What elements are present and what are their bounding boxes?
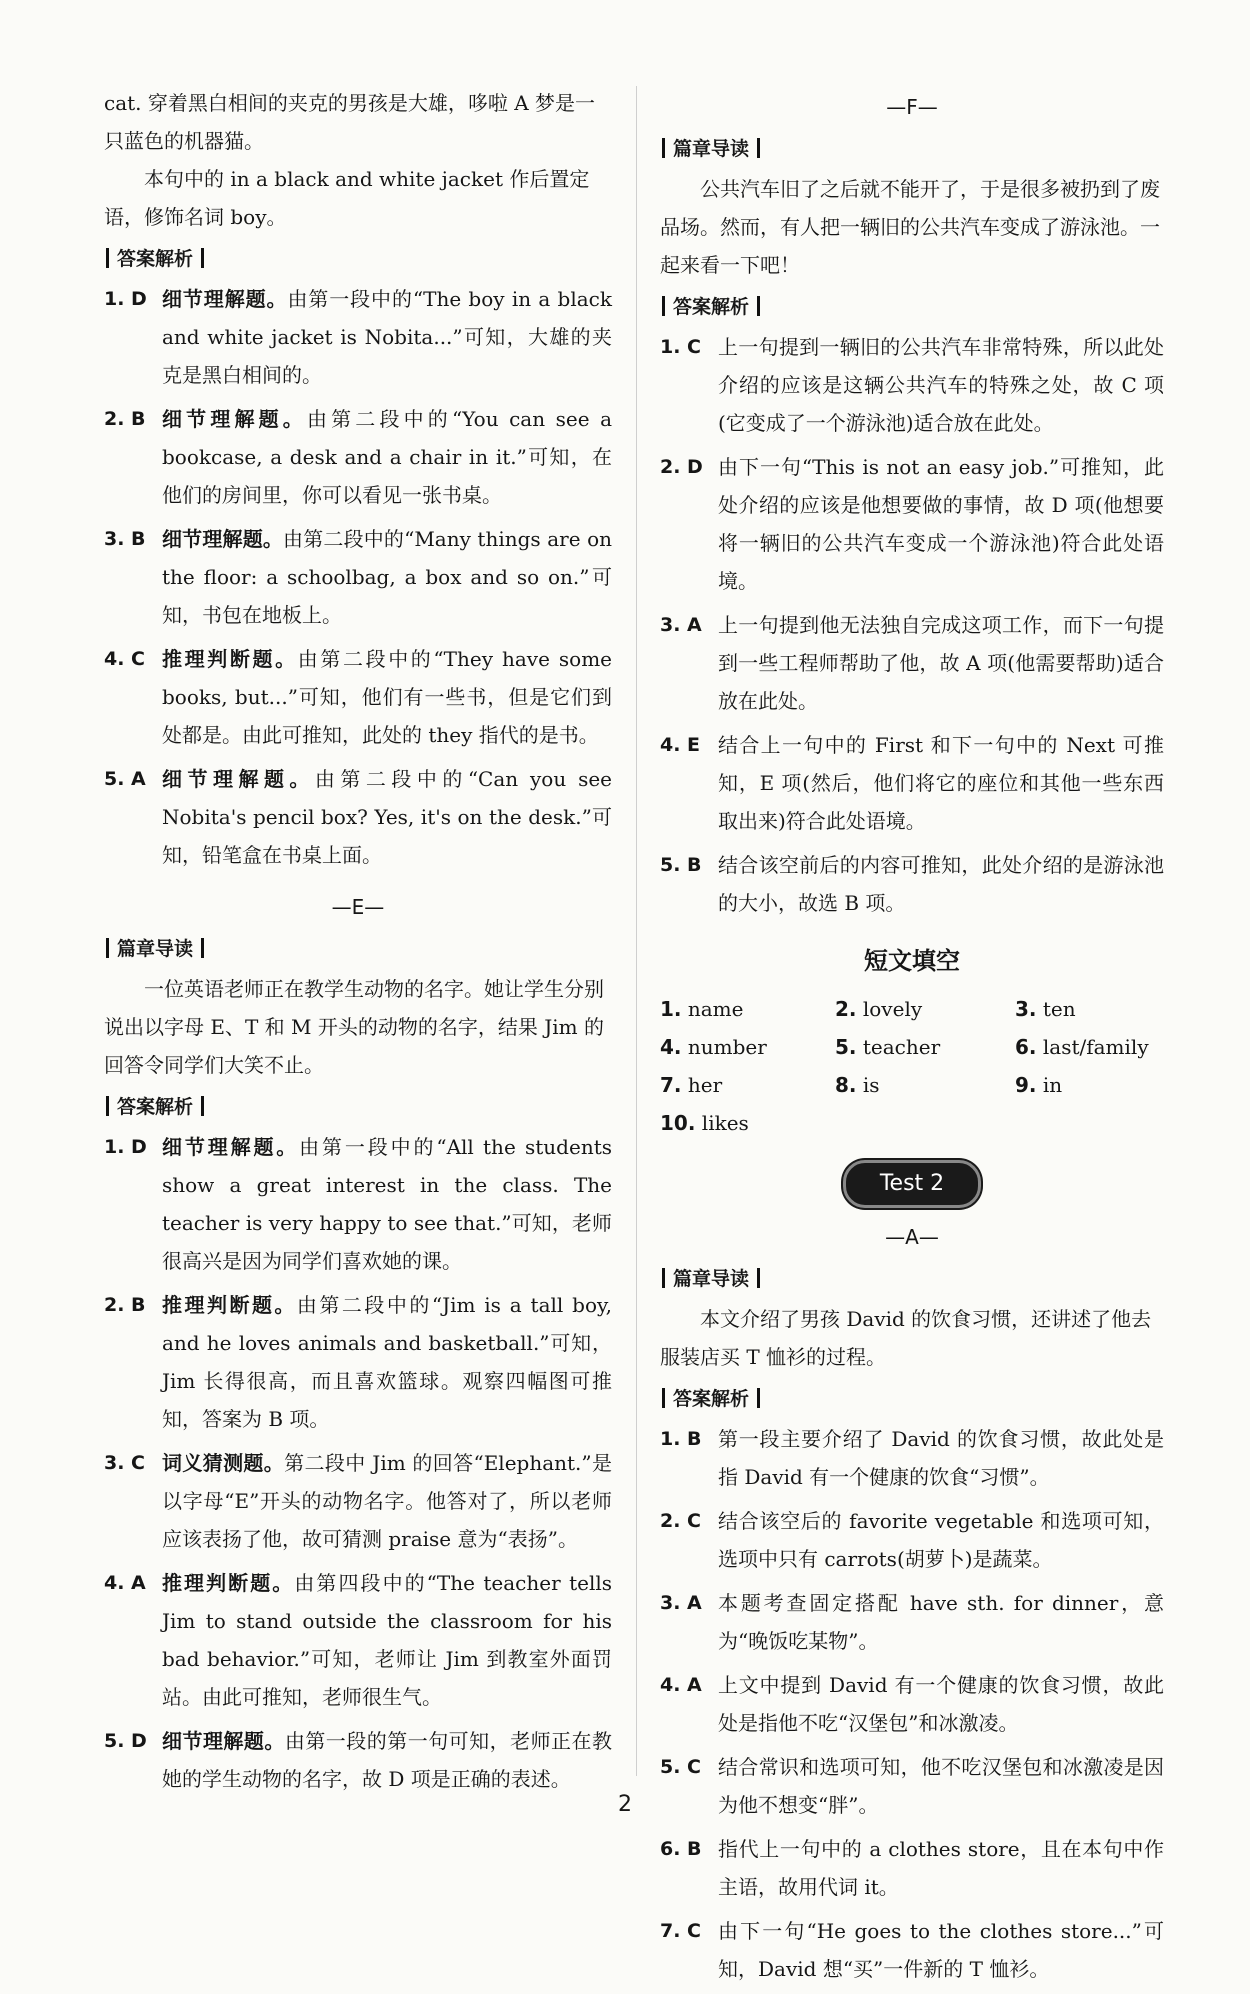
page-number: 2 <box>618 1792 632 1817</box>
fill-blank-item <box>660 1066 835 1104</box>
answer-label: 2. C <box>660 1510 701 1532</box>
fill-blank-word: her <box>681 1073 723 1097</box>
answer-label: 2. B <box>104 408 146 430</box>
guide-text-e: 一位英语老师正在教学生动物的名字。她让学生分别说出以字母 E、T 和 M 开头的动物的名字，结果 Jim 的回答令同学们大笑不止。 <box>104 977 604 1077</box>
fill-blank-word: last/family <box>1036 1035 1149 1059</box>
fill-blank-word: teacher <box>856 1035 941 1059</box>
answer-item <box>660 1666 1164 1742</box>
answer-label: 1. C <box>660 336 701 358</box>
question-type: 推理判断题。 <box>162 1293 297 1317</box>
answers-header-a: 答案解析 <box>660 1380 1164 1418</box>
answer-label: 4. C <box>104 648 145 670</box>
fill-blank-item <box>660 1028 835 1066</box>
fill-blank-word: lovely <box>856 997 923 1021</box>
explanation-text: 结合该空前后的内容可推知，此处介绍的是游泳池的大小，故选 B 项。 <box>718 853 1164 915</box>
answer-explanation <box>162 280 612 394</box>
explanation-text: 结合常识和选项可知，他不吃汉堡包和冰激凌是因为他不想变“胖”。 <box>718 1755 1164 1817</box>
fill-blank-word: name <box>681 997 744 1021</box>
guide-header-f: 篇章导读 <box>660 130 1164 168</box>
answer-explanation <box>718 1748 1164 1824</box>
explanation-text: 上一句提到一辆旧的公共汽车非常特殊，所以此处介绍的应该是这辆公共汽车的特殊之处，故 C 项(它变成了一个游泳池)适合放在此处。 <box>718 335 1164 435</box>
right-column <box>660 84 1164 1994</box>
explanation-text: 由第一段中的“All the students show a great interest in the class. The teacher is very happy to see that.”可知，老师很高兴是因为同学们喜欢她的课。 <box>162 1135 612 1273</box>
fill-blank-number: 4. <box>660 1035 682 1059</box>
answer-label: 1. B <box>660 1428 702 1450</box>
guide-text-f: 公共汽车旧了之后就不能开了，于是很多被扔到了废品场。然而，有人把一辆旧的公共汽车变成了游泳池。一起来看一下吧！ <box>660 177 1160 277</box>
answer-explanation <box>718 1420 1164 1496</box>
explanation-text: 第一段主要介绍了 David 的饮食习惯，故此处是指 David 有一个健康的饮食“习惯”。 <box>718 1427 1164 1489</box>
fill-blank-item <box>835 990 1015 1028</box>
answer-list-f <box>660 328 1164 922</box>
fill-blank-number: 9. <box>1015 1073 1037 1097</box>
explanation-text: 由下一句“This is not an easy job.”可推知，此处介绍的应该是他想要做的事情，故 D 项(他想要将一辆旧的公共汽车变成一个游泳池)符合此处语境。 <box>718 455 1164 593</box>
answer-item <box>104 760 612 874</box>
fill-blank-number: 3. <box>1015 997 1037 1021</box>
answer-item <box>660 846 1164 922</box>
answer-label: 5. A <box>104 768 146 790</box>
answer-list-d <box>104 280 612 874</box>
answer-explanation <box>162 1564 612 1716</box>
answer-list-e <box>104 1128 612 1798</box>
fill-blank-item <box>835 1066 1015 1104</box>
fill-blank-item <box>1015 990 1165 1028</box>
answer-label: 5. D <box>104 1730 147 1752</box>
explanation-text: 由第一段中的“The boy in a black and white jacket is Nobita...”可知，大雄的夹克是黑白相间的。 <box>162 287 612 387</box>
answer-explanation <box>162 400 612 514</box>
answer-explanation <box>718 1584 1164 1660</box>
answer-item <box>660 1420 1164 1496</box>
fill-blank-word: ten <box>1036 997 1076 1021</box>
question-type: 细节理解题。 <box>162 287 288 311</box>
explanation-text: 由第二段中的“Jim is a tall boy, and he loves animals and basketball.”可知，Jim 长得很高，而且喜欢篮球。观察四幅图可推知，答案为 B 项。 <box>162 1293 612 1431</box>
grammar-note: 本句中的 in a black and white jacket 作后置定语，修饰名词 boy。 <box>104 167 590 229</box>
explanation-text: 上一句提到他无法独自完成这项工作，而下一句提到一些工程师帮助了他，故 A 项(他需要帮助)适合放在此处。 <box>718 613 1164 713</box>
test-badge: Test 2 <box>843 1160 981 1208</box>
answers-header-f: 答案解析 <box>660 288 1164 326</box>
answer-item <box>104 1564 612 1716</box>
answer-item <box>104 1128 612 1280</box>
explanation-text: 第二段中 Jim 的回答“Elephant.”是以字母“E”开头的动物名字。他答对了，所以老师应该表扬了他，故可猜测 praise 意为“表扬”。 <box>162 1451 612 1551</box>
question-type: 细节理解题。 <box>162 1729 285 1753</box>
answer-explanation <box>162 1128 612 1280</box>
fill-blank-word: is <box>856 1073 880 1097</box>
answer-label: 3. A <box>660 614 702 636</box>
answer-explanation <box>162 760 612 874</box>
answer-explanation <box>718 1502 1164 1578</box>
answer-explanation <box>718 328 1164 442</box>
answer-explanation <box>718 846 1164 922</box>
answer-explanation <box>162 1722 612 1798</box>
answer-label: 6. B <box>660 1838 702 1860</box>
fill-blank-number: 2. <box>835 997 857 1021</box>
explanation-text: 由第二段中的“Many things are on the floor: a schoolbag, a box and so on.”可知，书包在地板上。 <box>162 527 612 627</box>
answer-label: 1. D <box>104 288 147 310</box>
explanation-text: 由第二段中的“They have some books, but...”可知，他们有一些书，但是它们到处都是。由此可推知，此处的 they 指代的是书。 <box>162 647 613 747</box>
question-type: 推理判断题。 <box>162 647 298 671</box>
guide-text-a: 本文介绍了男孩 David 的饮食习惯，还讲述了他去服装店买 T 恤衫的过程。 <box>660 1307 1152 1369</box>
answer-item <box>104 400 612 514</box>
answer-item <box>104 520 612 634</box>
fill-blank-word: number <box>681 1035 767 1059</box>
question-type: 细节理解题。 <box>162 407 307 431</box>
guide-header-a: 篇章导读 <box>660 1260 1164 1298</box>
fill-blank-item <box>835 1028 1015 1066</box>
fill-blank-word: likes <box>695 1111 749 1135</box>
answer-item <box>104 1722 612 1798</box>
answer-explanation <box>718 448 1164 600</box>
answers-header-d: 答案解析 <box>104 240 612 278</box>
explanation-text: 上文中提到 David 有一个健康的饮食习惯，故此处是指他不吃“汉堡包”和冰激凌。 <box>718 1673 1164 1735</box>
answer-list-a <box>660 1420 1164 1988</box>
guide-header-e: 篇章导读 <box>104 930 612 968</box>
explanation-text: 由第一段的第一句可知，老师正在教她的学生动物的名字，故 D 项是正确的表述。 <box>162 1729 613 1791</box>
answer-label: 4. A <box>104 1572 146 1594</box>
explanation-text: 结合该空后的 favorite vegetable 和选项可知，选项中只有 carrots(胡萝卜)是蔬菜。 <box>718 1509 1164 1571</box>
intro-paragraph: cat. 穿着黑白相间的夹克的男孩是大雄，哆啦 A 梦是一只蓝色的机器猫。 <box>104 91 596 153</box>
answer-item <box>104 280 612 394</box>
answer-explanation <box>718 1912 1164 1988</box>
answer-label: 3. B <box>104 528 146 550</box>
answer-item <box>660 1912 1164 1988</box>
answer-label: 2. B <box>104 1294 146 1316</box>
answer-explanation <box>162 640 612 754</box>
explanation-text: 由第二段中的“Can you see Nobita's pencil box? Yes, it's on the desk.”可知，铅笔盒在书桌上面。 <box>162 767 613 867</box>
section-a-title: —A— <box>885 1225 939 1249</box>
answer-item <box>660 1584 1164 1660</box>
question-type: 细节理解题。 <box>162 527 284 551</box>
fill-blank-item <box>1015 1028 1165 1066</box>
section-f-title: —F— <box>886 95 938 119</box>
section-e-title: —E— <box>331 895 385 919</box>
fill-blank-word: in <box>1036 1073 1063 1097</box>
answer-explanation <box>162 1286 612 1438</box>
answer-item <box>104 640 612 754</box>
answer-item <box>660 1830 1164 1906</box>
answer-explanation <box>718 1830 1164 1906</box>
question-type: 细节理解题。 <box>162 1135 300 1159</box>
fill-blank-item <box>1015 1066 1165 1104</box>
fill-blank-number: 5. <box>835 1035 857 1059</box>
fill-blank-number: 7. <box>660 1073 682 1097</box>
fill-blank-title: 短文填空 <box>864 947 960 975</box>
answer-item <box>660 1748 1164 1824</box>
fill-blank-number: 10. <box>660 1111 696 1135</box>
fill-blank-answers <box>660 990 1164 1142</box>
fill-blank-number: 6. <box>1015 1035 1037 1059</box>
answer-label: 1. D <box>104 1136 147 1158</box>
explanation-text: 由第二段中的“You can see a bookcase, a desk and a chair in it.”可知，在他们的房间里，你可以看见一张书桌。 <box>162 407 612 507</box>
left-column <box>104 84 612 1804</box>
answers-header-e: 答案解析 <box>104 1088 612 1126</box>
answer-explanation <box>162 520 612 634</box>
answer-item <box>660 448 1164 600</box>
explanation-text: 由第四段中的“The teacher tells Jim to stand outside the classroom for his bad behavior.”可知，老师让 Jim 到教室外面罚站。由此可推知，老师很生气。 <box>162 1571 613 1709</box>
answer-explanation <box>718 606 1164 720</box>
answer-label: 5. B <box>660 854 702 876</box>
question-type: 词义猜测题。 <box>162 1451 285 1475</box>
explanation-text: 结合上一句中的 First 和下一句中的 Next 可推知，E 项(然后，他们将它的座位和其他一些东西取出来)符合此处语境。 <box>718 733 1164 833</box>
fill-blank-item <box>660 1104 835 1142</box>
answer-label: 3. A <box>660 1592 702 1614</box>
answer-explanation <box>162 1444 612 1558</box>
answer-label: 2. D <box>660 456 703 478</box>
answer-label: 3. C <box>104 1452 145 1474</box>
column-divider <box>636 86 637 1776</box>
answer-item <box>104 1286 612 1438</box>
answer-item <box>660 606 1164 720</box>
answer-label: 4. E <box>660 734 701 756</box>
answer-item <box>104 1444 612 1558</box>
explanation-text: 指代上一句中的 a clothes store，且在本句中作主语，故用代词 it。 <box>718 1837 1164 1899</box>
answer-item <box>660 726 1164 840</box>
answer-explanation <box>718 1666 1164 1742</box>
answer-explanation <box>718 726 1164 840</box>
explanation-text: 本题考查固定搭配 have sth. for dinner，意为“晚饭吃某物”。 <box>718 1591 1164 1653</box>
explanation-text: 由下一句“He goes to the clothes store...”可知，David 想“买”一件新的 T 恤衫。 <box>718 1919 1164 1981</box>
answer-label: 5. C <box>660 1756 701 1778</box>
fill-blank-number: 8. <box>835 1073 857 1097</box>
question-type: 推理判断题。 <box>162 1571 295 1595</box>
question-type: 细节理解题。 <box>162 767 315 791</box>
answer-item <box>660 328 1164 442</box>
fill-blank-number: 1. <box>660 997 682 1021</box>
answer-item <box>660 1502 1164 1578</box>
fill-blank-item <box>660 990 835 1028</box>
answer-label: 7. C <box>660 1920 701 1942</box>
answer-label: 4. A <box>660 1674 702 1696</box>
